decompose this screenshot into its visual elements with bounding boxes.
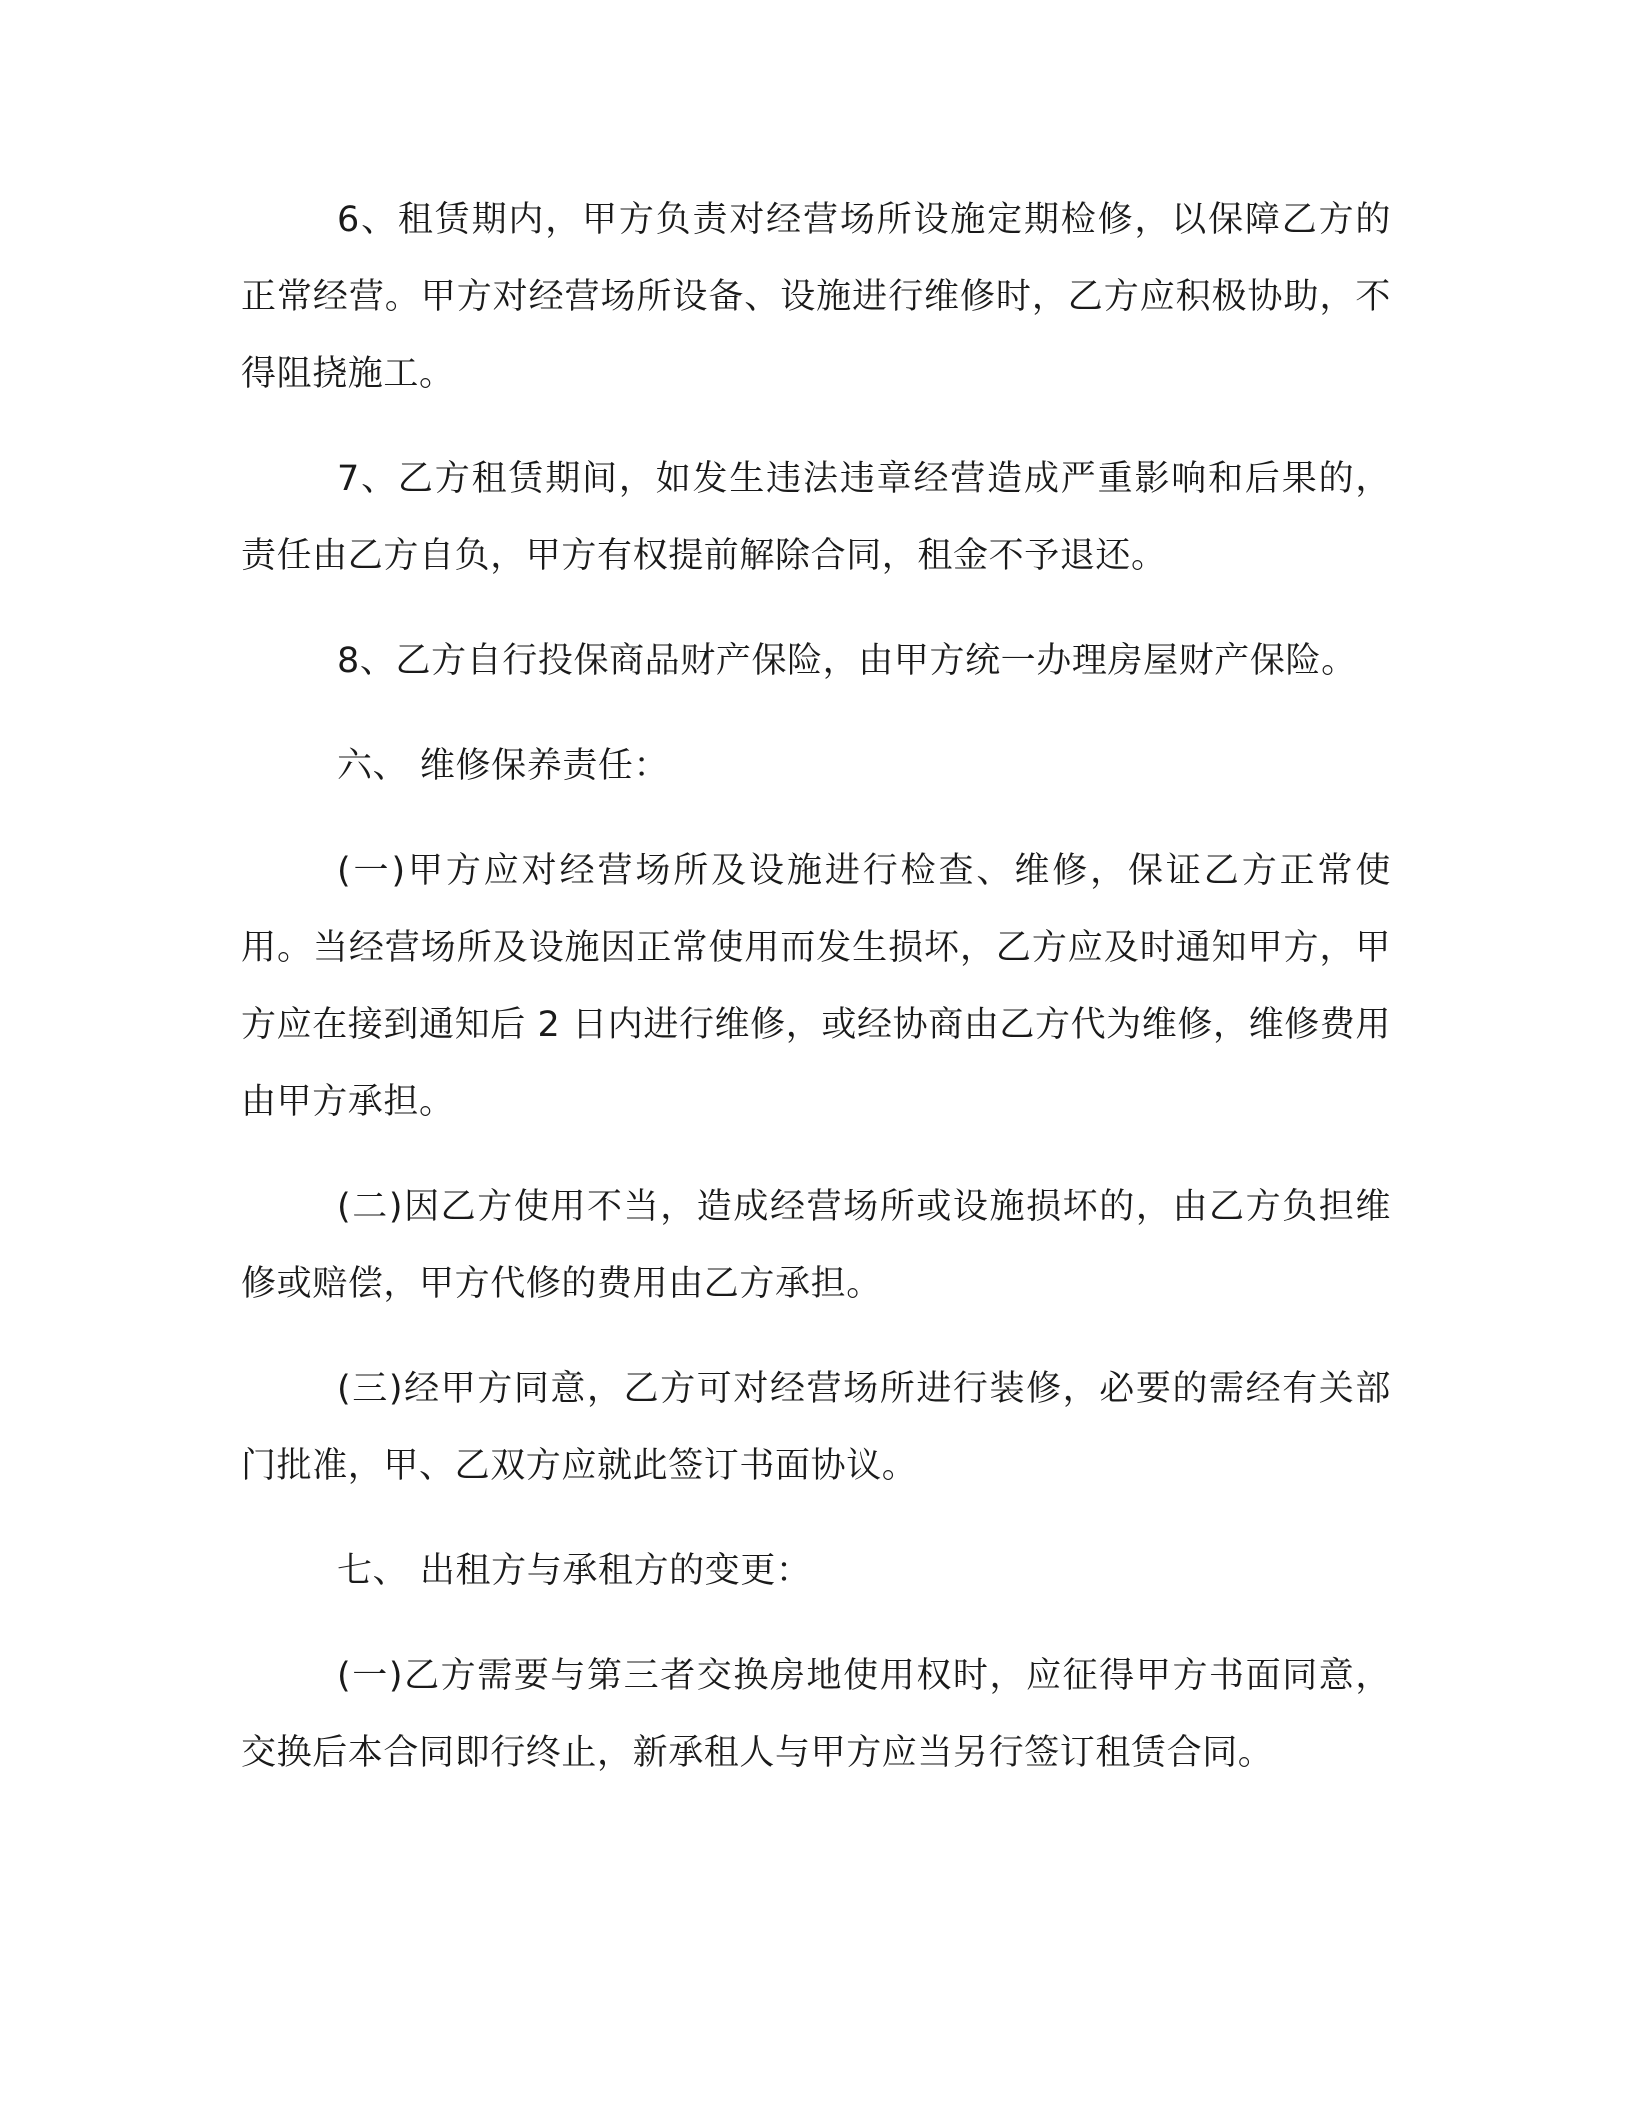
- clause-8: 8、乙方自行投保商品财产保险，由甲方统一办理房屋财产保险。: [337, 641, 1357, 681]
- section-heading-party-change: 七、 出租方与承租方的变更：: [337, 1551, 812, 1591]
- maintenance-item-1: (一)甲方应对经营场所及设施进行检查、维修，保证乙方正常使用。当经营场所及设施因正常使用而发生损坏，乙方应及时通知甲方，甲方应在接到通知后 2 日内进行维修，或经协商由乙方代为维修，维修费用由甲方承担。: [241, 851, 1391, 1122]
- clause-7: 7、乙方租赁期间，如发生违法违章经营造成严重影响和后果的，责任由乙方自负，甲方有权提前解除合同，租金不予退还。: [241, 459, 1391, 576]
- document-body: [241, 182, 1391, 1820]
- section-heading-maintenance: 六、 维修保养责任：: [337, 746, 670, 786]
- clause-6: 6、租赁期内，甲方负责对经营场所设施定期检修，以保障乙方的正常经营。甲方对经营场所设备、设施进行维修时，乙方应积极协助，不得阻挠施工。: [241, 200, 1391, 394]
- maintenance-item-3: (三)经甲方同意，乙方可对经营场所进行装修，必要的需经有关部门批准，甲、乙双方应就此签订书面协议。: [241, 1369, 1391, 1486]
- maintenance-item-2: (二)因乙方使用不当，造成经营场所或设施损坏的，由乙方负担维修或赔偿，甲方代修的费用由乙方承担。: [241, 1187, 1391, 1304]
- party-change-item-1: (一)乙方需要与第三者交换房地使用权时，应征得甲方书面同意，交换后本合同即行终止，新承租人与甲方应当另行签订租赁合同。: [241, 1656, 1391, 1773]
